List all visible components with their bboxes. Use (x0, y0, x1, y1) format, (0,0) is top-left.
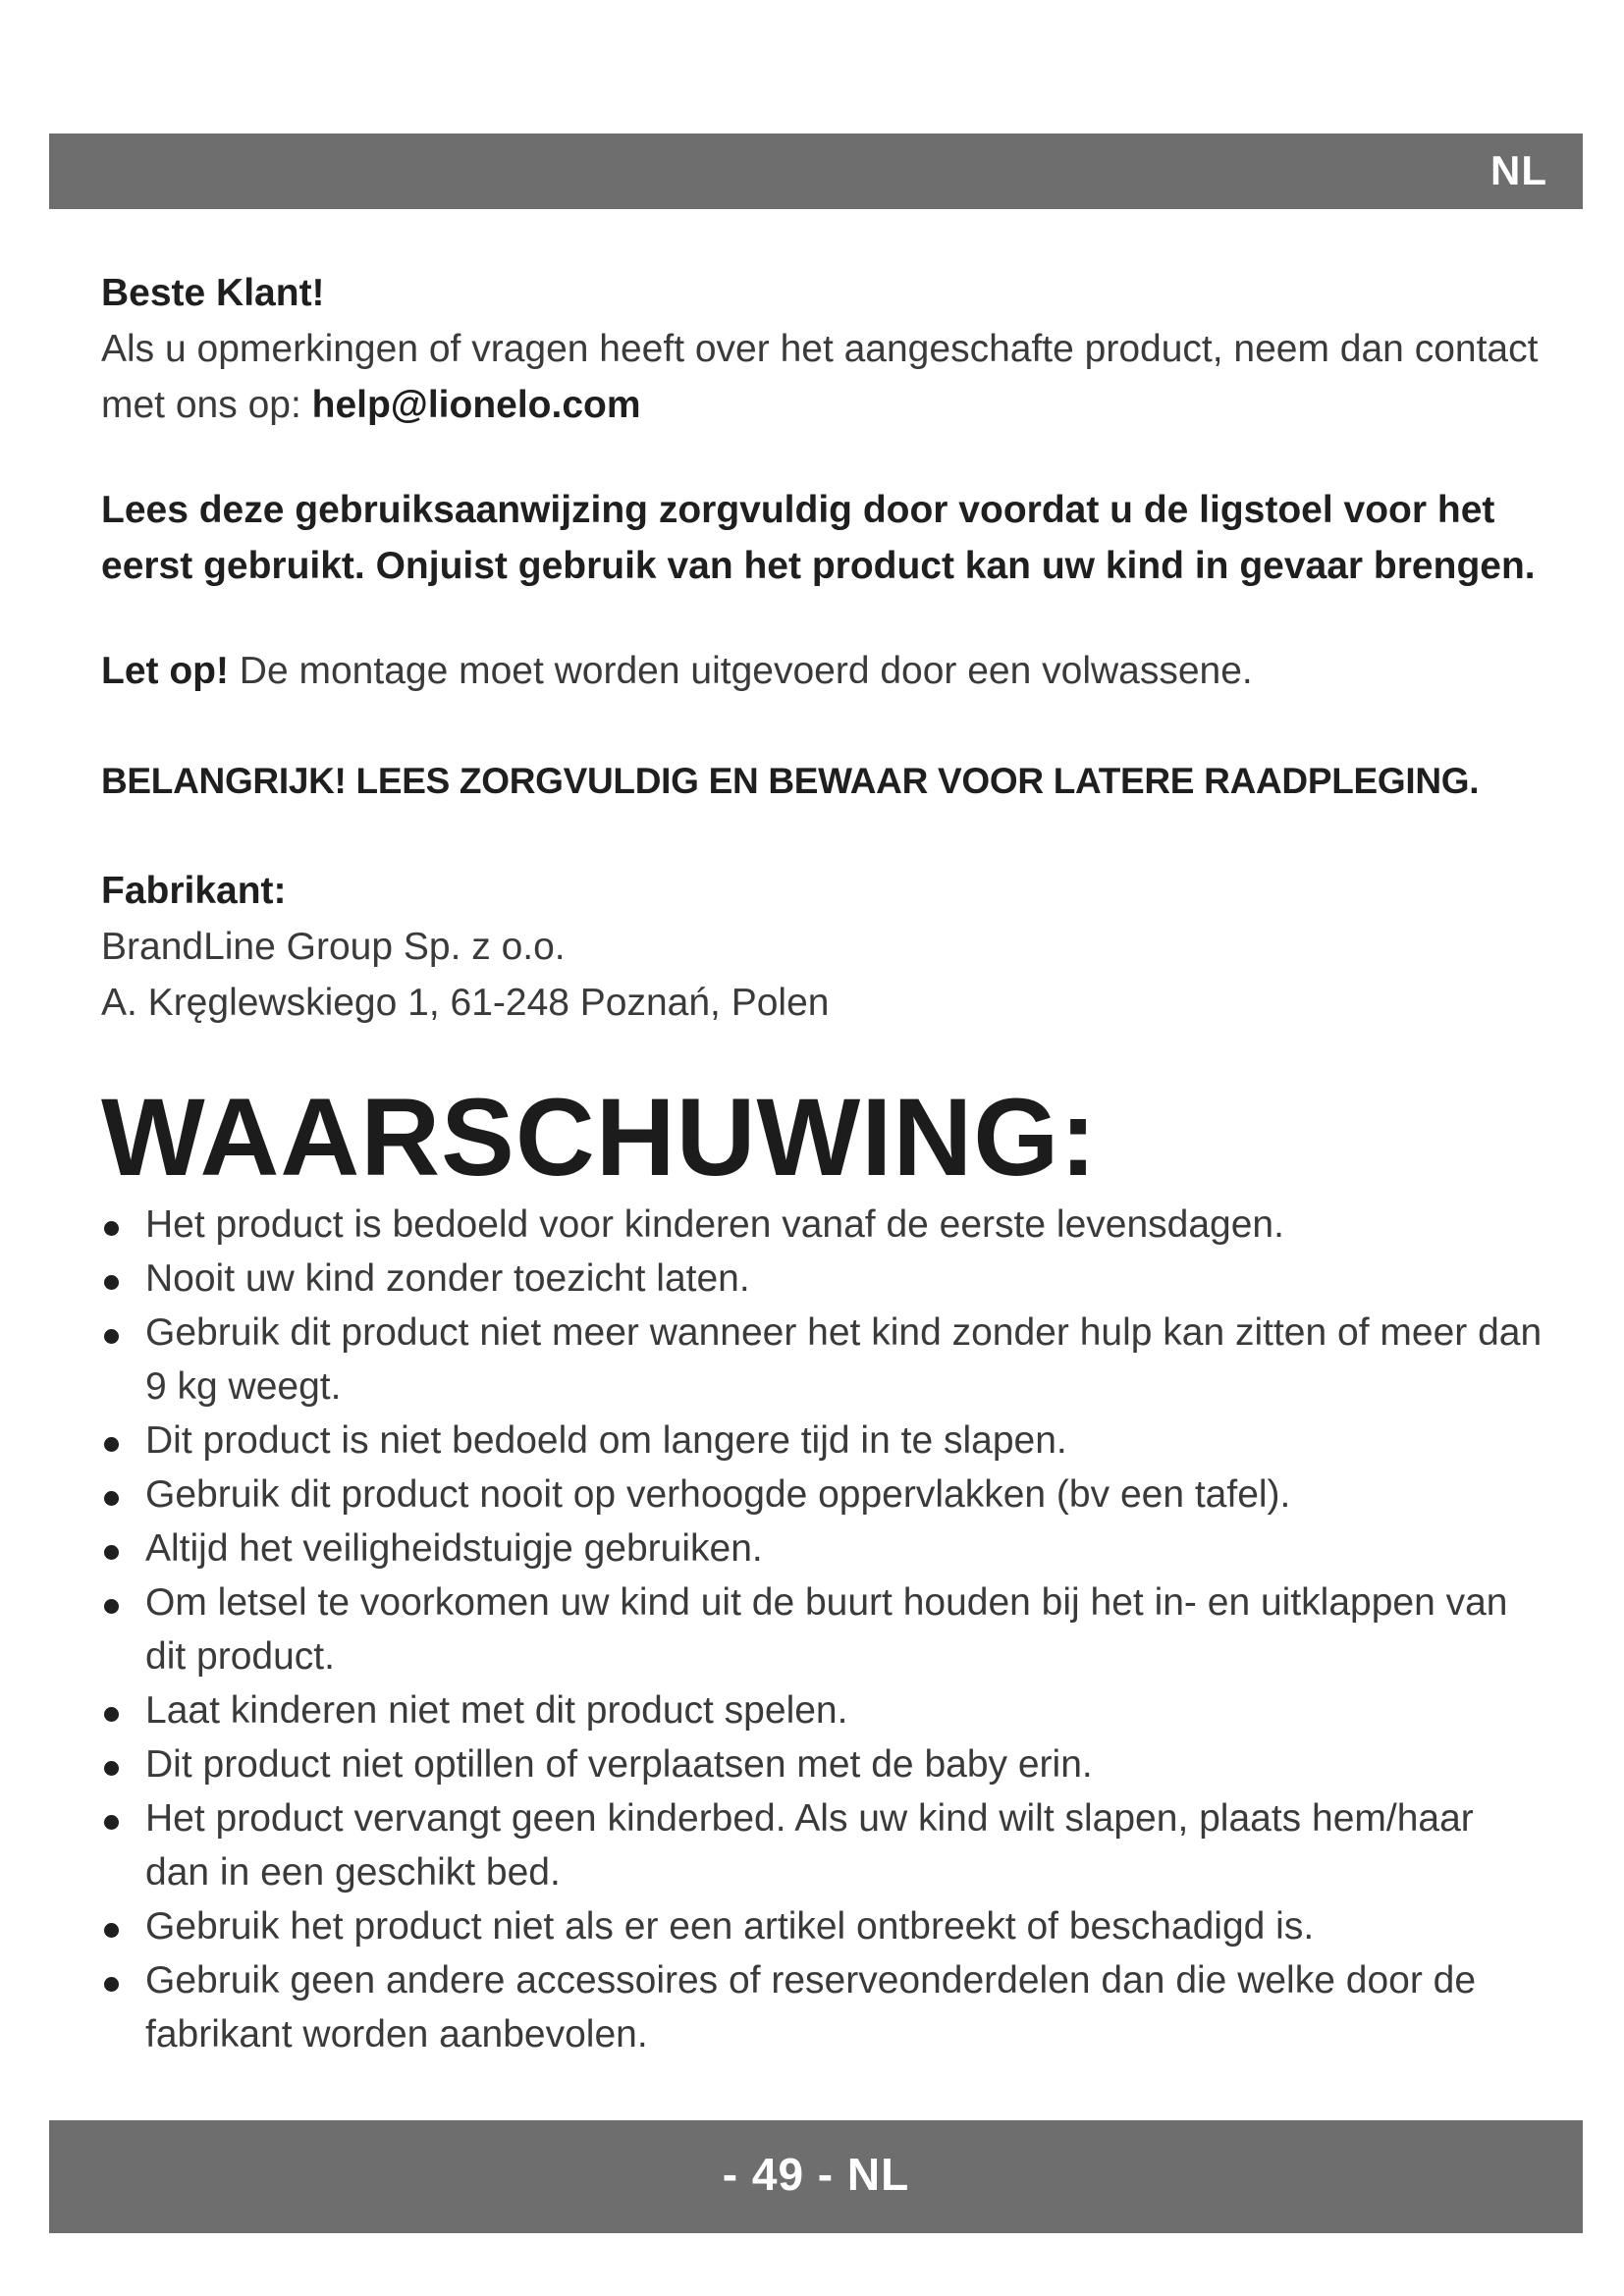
footer-bar (49, 2120, 1583, 2233)
read-notice: Lees deze gebruiksaanwijzing zorgvuldig door voordat u de ligstoel voor het eerst gebruikt. Onjuist gebruik van het product kan uw kind in gevaar brengen. (101, 489, 1536, 587)
warning-list (101, 1198, 1544, 2061)
warning-item: Gebruik dit product niet meer wanneer het kind zonder hulp kan zitten of meer dan 9 kg weegt. (101, 1306, 1544, 1414)
attention-label: Let op! (101, 650, 229, 692)
greeting-text: Als u opmerkingen of vragen heeft over het aangeschafte product, neem dan contact met ons op: (101, 328, 1539, 426)
warning-item: Om letsel te voorkomen uw kind uit de buurt houden bij het in- en uitklappen van dit product. (101, 1575, 1544, 1683)
warning-item: Gebruik het product niet als er een artikel ontbreekt of beschadigd is. (101, 1899, 1544, 1953)
warning-item: Gebruik geen andere accessoires of reserveonderdelen dan die welke door de fabrikant worden aanbevolen. (101, 1953, 1544, 2061)
warning-item: Dit product niet optillen of verplaatsen met de baby erin. (101, 1737, 1544, 1791)
important-notice: BELANGRIJK! LEES ZORGVULDIG EN BEWAAR VOOR LATERE RAADPLEGING. (101, 761, 1480, 801)
header-language-label: NL (1490, 147, 1547, 193)
warning-item: Het product is bedoeld voor kinderen vanaf de eerste levensdagen. (101, 1198, 1544, 1252)
manufacturer-name: BrandLine Group Sp. z o.o. (101, 926, 566, 968)
warning-item: Het product vervangt geen kinderbed. Als uw kind wilt slapen, plaats hem/haar dan in een geschikt bed. (101, 1791, 1544, 1899)
warning-title: WAARSCHUWING: (101, 1076, 1098, 1199)
warning-item: Dit product is niet bedoeld om langere tijd in te slapen. (101, 1414, 1544, 1468)
manufacturer-label: Fabrikant: (101, 870, 287, 912)
page-number: - 49 - NL (722, 2149, 910, 2200)
warning-item: Altijd het veiligheidstuigje gebruiken. (101, 1522, 1544, 1575)
warning-item: Gebruik dit product nooit op verhoogde oppervlakken (bv een tafel). (101, 1468, 1544, 1522)
warning-item: Laat kinderen niet met dit product spelen. (101, 1683, 1544, 1737)
manufacturer-address: A. Kręglewskiego 1, 61-248 Poznań, Polen (101, 982, 830, 1024)
greeting-title: Beste Klant! (101, 272, 325, 314)
page-content (101, 265, 1544, 2061)
contact-email: help@lionelo.com (311, 384, 641, 426)
header-bar (49, 133, 1583, 209)
attention-paragraph (101, 643, 1544, 699)
greeting-paragraph (101, 321, 1544, 433)
warning-item: Nooit uw kind zonder toezicht laten. (101, 1252, 1544, 1306)
attention-text: De montage moet worden uitgevoerd door een volwassene. (228, 650, 1253, 692)
